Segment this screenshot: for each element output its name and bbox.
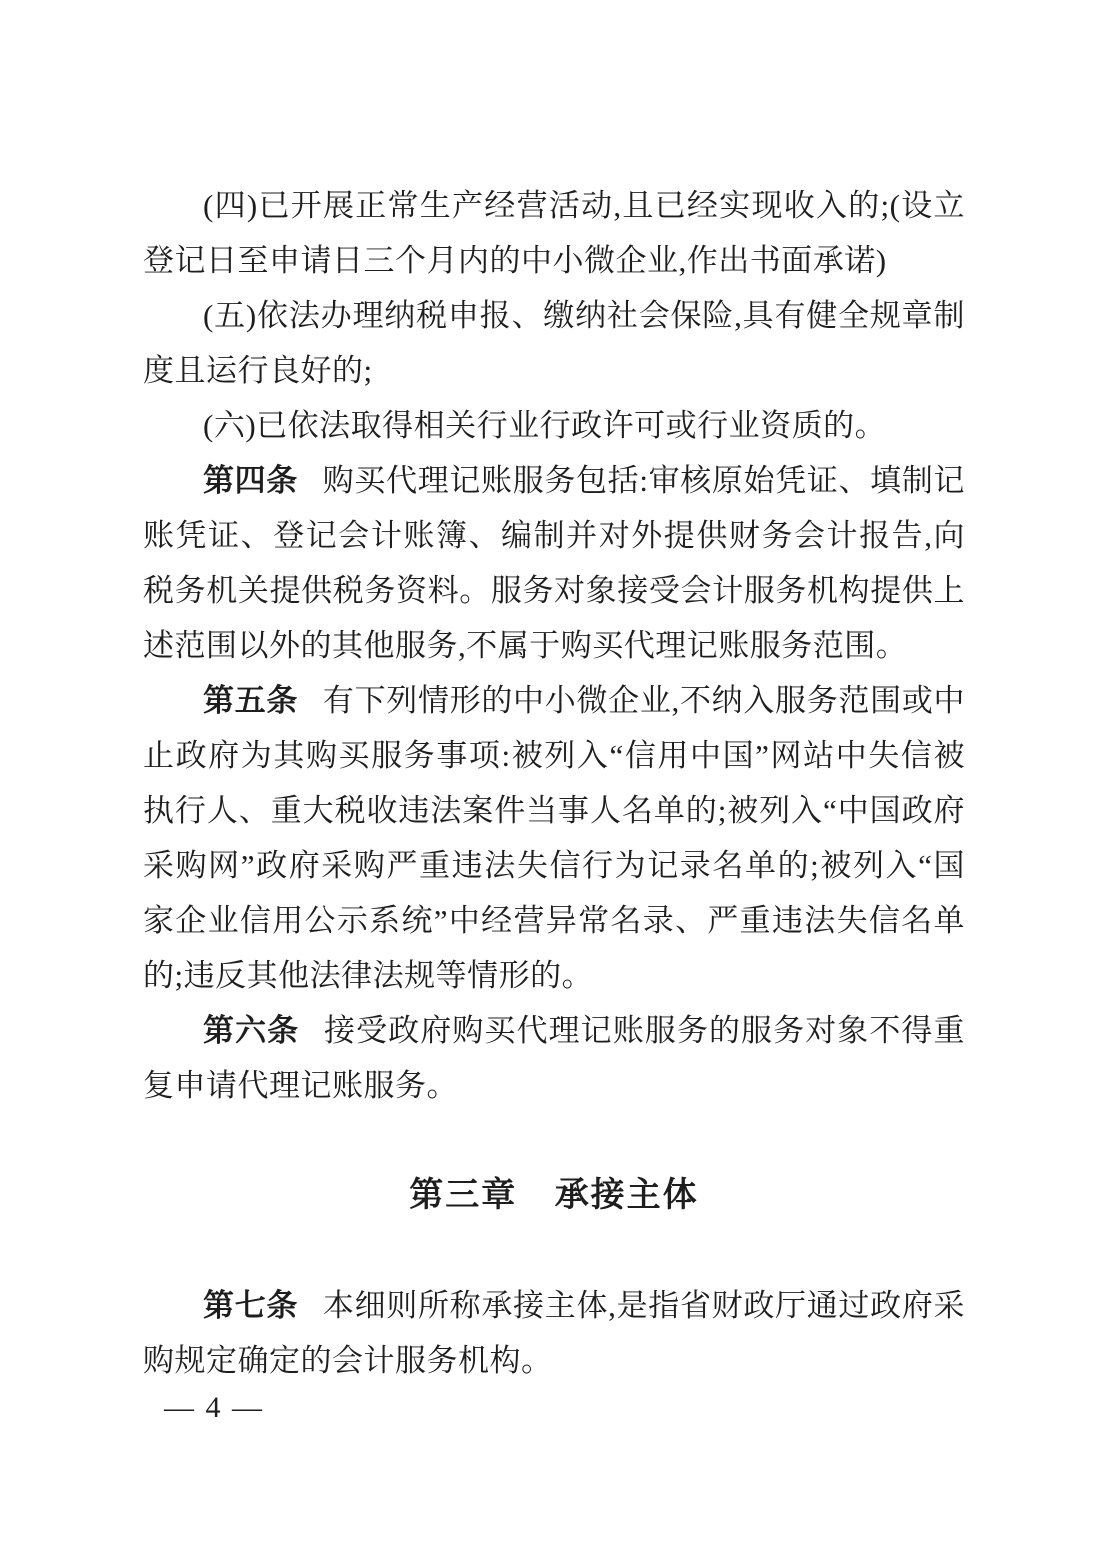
document-body (143, 178, 965, 1388)
clause-5-text: (五)依法办理纳税申报、缴纳社会保险,具有健全规章制度且运行良好的; (143, 298, 965, 388)
clause-6-paragraph (143, 398, 965, 453)
article-6-number: 第六条 (203, 1013, 300, 1048)
page-number: — 4 — (164, 1391, 264, 1424)
article-7-paragraph (143, 1278, 965, 1388)
clause-6-text: (六)已依法取得相关行业行政许可或行业资质的。 (203, 408, 887, 443)
chapter-title: 承接主体 (554, 1176, 699, 1214)
clause-4-text: (四)已开展正常生产经营活动,且已经实现收入的;(设立登记日至申请日三个月内的中小微企业,作出书面承诺) (143, 188, 965, 278)
chapter-heading (143, 1168, 965, 1223)
article-6-paragraph (143, 1003, 965, 1113)
article-7-number: 第七条 (203, 1288, 299, 1323)
article-5-paragraph (143, 673, 965, 1003)
article-7-text: 本细则所称承接主体,是指省财政厅通过政府采购规定确定的会计服务机构。 (143, 1288, 966, 1378)
article-6-text: 接受政府购买代理记账服务的服务对象不得重复申请代理记账服务。 (143, 1013, 965, 1103)
article-5-text: 有下列情形的中小微企业,不纳入服务范围或中止政府为其购买服务事项:被列入“信用中国”网站中失信被执行人、重大税收违法案件当事人名单的;被列入“中国政府采购网”政府采购严重违法失信行为记录名单的;被列入“国家企业信用公示系统”中经营异常名录、严重违法失信名单的;违反其他法律法规等情形的。 (143, 683, 966, 993)
article-4-number: 第四条 (203, 463, 298, 498)
article-5-number: 第五条 (203, 683, 299, 718)
clause-5-paragraph (143, 288, 965, 398)
article-4-paragraph (143, 453, 965, 673)
article-4-text: 购买代理记账服务包括:审核原始凭证、填制记账凭证、登记会计账簿、编制并对外提供财务会计报告,向税务机关提供税务资料。服务对象接受会计服务机构提供上述范围以外的其他服务,不属于购买代理记账服务范围。 (143, 463, 965, 663)
chapter-number: 第三章 (409, 1176, 518, 1214)
clause-4-paragraph (143, 178, 965, 288)
